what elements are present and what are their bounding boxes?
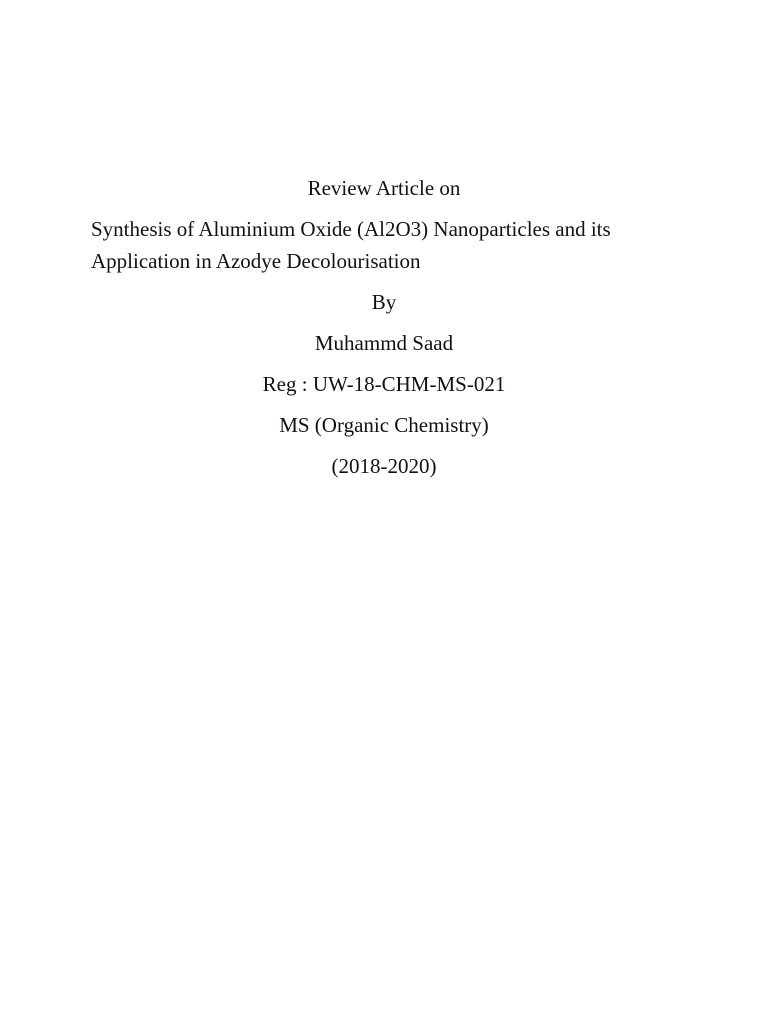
author-name: Muhammd Saad	[314, 331, 454, 355]
session-years: (2018-2020)	[331, 454, 437, 478]
review-heading: Review Article on	[307, 176, 461, 200]
article-title: Synthesis of Aluminium Oxide (Al2O3) Nanoparticles and its Application in Azodye Decolourisation	[91, 217, 611, 273]
by-label: By	[371, 290, 397, 314]
registration-number: Reg : UW-18-CHM-MS-021	[262, 372, 506, 396]
degree-program: MS (Organic Chemistry)	[279, 413, 489, 437]
